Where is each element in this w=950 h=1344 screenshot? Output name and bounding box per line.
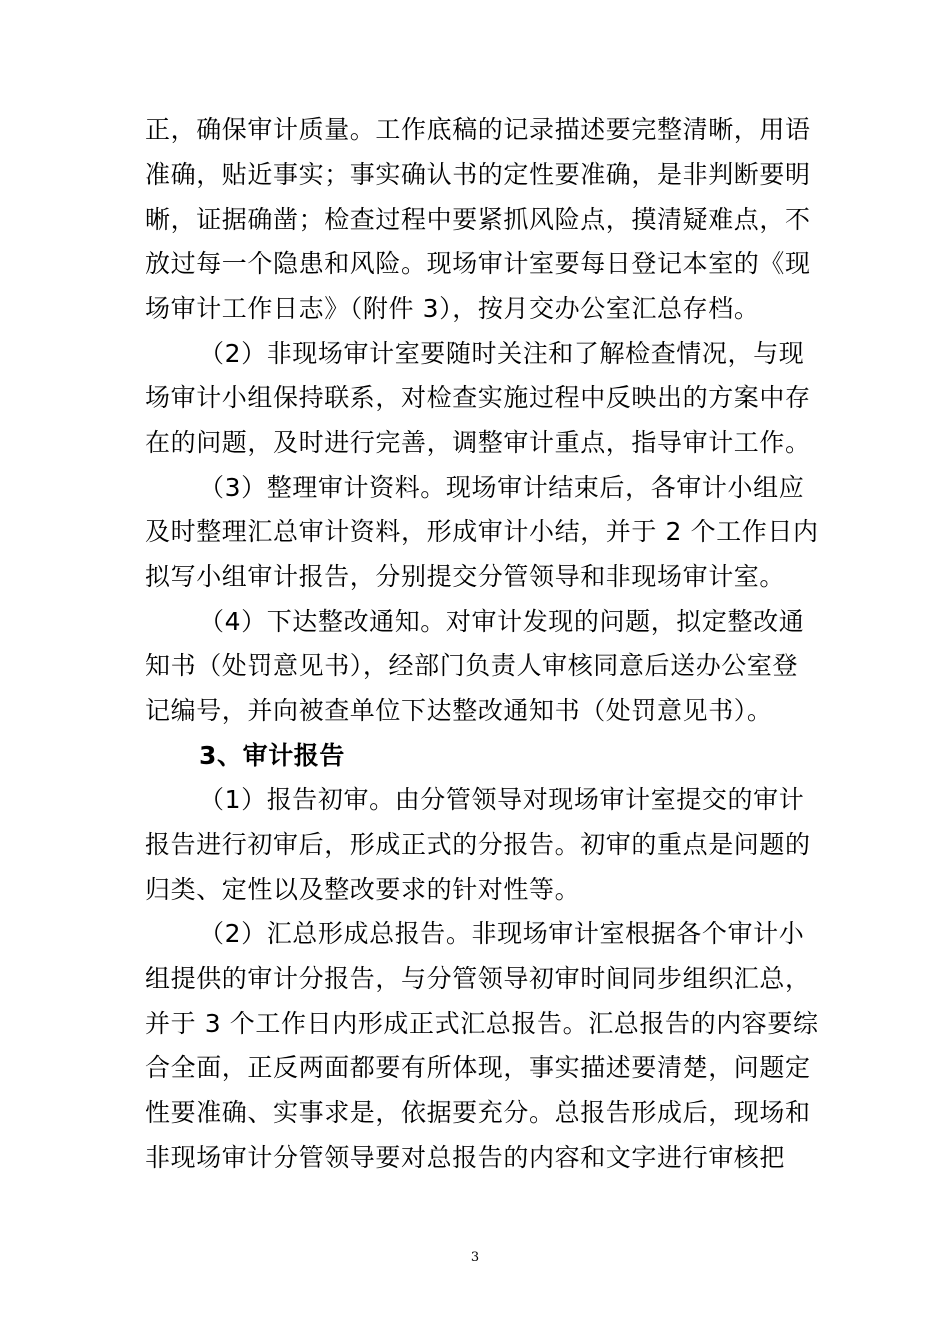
body-text-line: 报告进行初审后，形成正式的分报告。初审的重点是问题的	[145, 830, 811, 859]
body-text-line: 并于 3 个工作日内形成正式汇总报告。汇总报告的内容要综	[145, 1009, 819, 1038]
body-text-line: 及时整理汇总审计资料，形成审计小结，并于 2 个工作日内	[145, 517, 819, 546]
body-text-line: 组提供的审计分报告，与分管领导初审时间同步组织汇总，	[145, 964, 811, 993]
section-heading: 3、审计报告	[199, 741, 345, 770]
body-text-line: 拟写小组审计报告，分别提交分管领导和非现场审计室。	[145, 562, 786, 591]
body-text-line: 归类、定性以及整改要求的针对性等。	[145, 875, 581, 904]
body-text-line: 正，确保审计质量。工作底稿的记录描述要完整清晰，用语	[145, 115, 811, 144]
page-number: 3	[470, 1250, 480, 1265]
body-text-line: 在的问题，及时进行完善，调整审计重点，指导审计工作。	[145, 428, 811, 457]
body-text-line: 晰，证据确凿；检查过程中要紧抓风险点，摸清疑难点，不	[145, 205, 811, 234]
body-text-line: 放过每一个隐患和风险。现场审计室要每日登记本室的《现	[145, 249, 811, 278]
body-text-line: 记编号，并向被查单位下达整改通知书（处罚意见书）。	[145, 696, 773, 725]
paragraph-first-line: （2）汇总形成总报告。非现场审计室根据各个审计小	[199, 919, 805, 948]
paragraph-first-line: （3）整理审计资料。现场审计结束后，各审计小组应	[199, 473, 805, 502]
paragraph-first-line: （4）下达整改通知。对审计发现的问题，拟定整改通	[199, 607, 805, 636]
body-text-line: 场审计工作日志》（附件 3），按月交办公室汇总存档。	[145, 294, 760, 323]
body-text-line: 性要准确、实事求是，依据要充分。总报告形成后，现场和	[145, 1098, 811, 1127]
body-text-line: 准确，贴近事实；事实确认书的定性要准确，是非判断要明	[145, 160, 811, 189]
body-text-line: 场审计小组保持联系，对检查实施过程中反映出的方案中存	[145, 383, 811, 412]
body-text-line: 知书（处罚意见书），经部门负责人审核同意后送办公室登	[145, 651, 799, 680]
body-text-line: 合全面，正反两面都要有所体现，事实描述要清楚，问题定	[145, 1053, 811, 1082]
paragraph-first-line: （1）报告初审。由分管领导对现场审计室提交的审计	[199, 785, 805, 814]
paragraph-first-line: （2）非现场审计室要随时关注和了解检查情况，与现	[199, 339, 805, 368]
body-text-line: 非现场审计分管领导要对总报告的内容和文字进行审核把	[145, 1143, 786, 1172]
